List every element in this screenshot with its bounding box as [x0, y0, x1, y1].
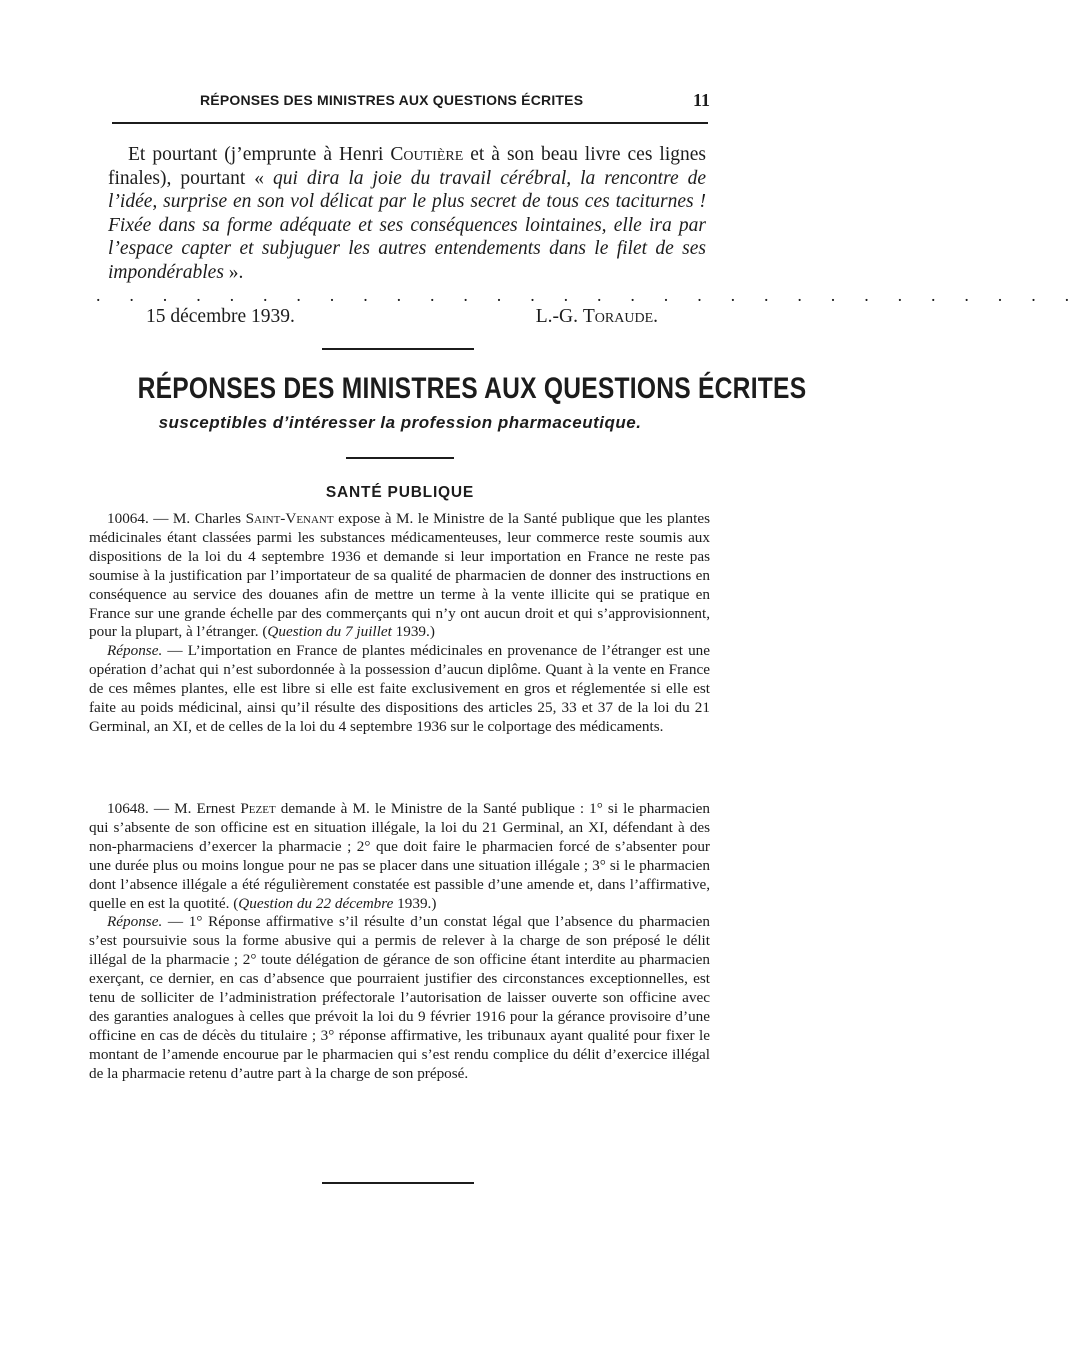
header-rule: [112, 122, 708, 124]
section-subtitle: susceptibles d’intéresser la profession pharmaceutique.: [158, 413, 642, 432]
signature-date: 15 décembre 1939.: [146, 306, 295, 327]
separator-rule: [346, 457, 454, 459]
answer-text: Réponse. — 1° Réponse affirmative s’il résulte d’un constat légal que l’absence du pharmacien s’est poursuivie sous la forme abusive qui a permis de relever à la charge de son préposé le délit illégal de la pharmacie ; 2° toute délégation de gérance de son officine étant interdite au pharmacien exerçant, ce dernier, en cas d’absence que pourraient justifier des circonstances exceptionnelles, est tenu de solliciter de l’administration préfectorale l’autorisation de laisser ouverte son officine avec des garanties analogues à celles que prévoit la loi du 9 février 1916 pour la gérance provisoire d’une officine en cas de décès du titulaire ; 3° réponse affirmative, les tribunaux ayant qualité pour fixer le montant de l’amende encourue par le pharmacien qui s’est rendu complice du délit d’exercice illégal de la pharmacie retenu d’autre part à la charge de son préposé.: [89, 913, 710, 1082]
question-10064: [89, 510, 710, 737]
page-number: 11: [692, 90, 710, 110]
separator-rule: [322, 348, 474, 350]
dotted-separator: . . . . . . . . . . . . . . . . . . . . . . . . . . . . . .: [96, 285, 1081, 305]
author-name: Coutière: [390, 144, 464, 165]
question-text: 10064. — M. Charles Saint-Venant expose à M. le Ministre de la Santé publique que les plantes médicinales étant classées parmi les substances médicamenteuses, leur commerce reste soumis aux dispositions de la loi du 4 septembre 1936 et demande si leur importation en France ne reste pas soumise à la justification par l’importateur de sa qualité de pharmacien de donner des instructions en conséquence au service des douanes afin de mettre un terme à la vente illicite qui se pratique en France sur une grande échelle par des commerçants qui n’y ont aucun droit et qui s’approvisionnent, pour la plupart, à l’étranger. (Question du 7 juillet 1939.): [89, 510, 710, 641]
running-head: [110, 90, 710, 112]
answer-text: Réponse. — L’importation en France de plantes médicinales en provenance de l’étranger est une opération d’achat qui n’est subordonnée à la possession d’aucun diplôme. Quant à la vente en France de ces mêmes plantes, elle est libre si elle est faite exclusivement en gros et réglementée si elle est faite au poids médicinal, ainsi qu’il résulte des dispositions des articles 25, 33 et 37 de la loi du 21 Germinal, an XI, et de celles de la loi du 4 septembre 1936 sur le colportage des médicaments.: [89, 642, 710, 735]
section-title: RÉPONSES DES MINISTRES AUX QUESTIONS ÉCRITES: [137, 372, 807, 405]
signature-author: L.-G. Toraude.: [535, 306, 658, 327]
signature-line: [108, 306, 668, 332]
question-text: 10648. — M. Ernest Pezet demande à M. le Ministre de la Santé publique : 1° si le pharmacien qui s’absente de son officine est en situation illégale, la loi du 21 Germinal, an XI, défendant à des non-pharmaciens d’exercer la pharmacie ; 2° que doit faire le pharmacien forcé de s’absenter pour une durée plus ou moins longue pour ne pas se placer dans une situation illégale ; 3° si le pharmacien dont l’absence illégale a été régulièrement constatée est passible d’une amende et, dans l’affirmative, quelle en est la quotité. (Question du 22 décembre 1939.): [89, 800, 710, 912]
running-head-title: RÉPONSES DES MINISTRES AUX QUESTIONS ÉCRITES: [200, 92, 584, 108]
intro-paragraph: Et pourtant (j’emprunte à Henri Coutière et à son beau livre ces lignes finales), pourtant « qui dira la joie du travail cérébral, la rencontre de l’idée, surprise en son vol délicat par le plus secret de tous ces taciturnes ! Fixée dans sa forme adéquate et ses conséquences lointaines, elle ira par l’espace capter et subjuguer les autres entendements dans le filet de ses impondérables ».: [108, 144, 706, 283]
quotation: qui dira la joie du travail cérébral, la rencontre de l’idée, surprise en son vol délicat par le plus secret de tous ces taciturnes ! Fixée dans sa forme adéquate et ses conséquences lointaines, elle ira par l’espace capter et subjuguer les autres entendements dans le filet de ses impondérables: [108, 167, 706, 283]
section-heading: SANTÉ PUBLIQUE: [325, 484, 475, 501]
question-10648: [89, 800, 710, 1084]
end-rule: [322, 1182, 474, 1184]
